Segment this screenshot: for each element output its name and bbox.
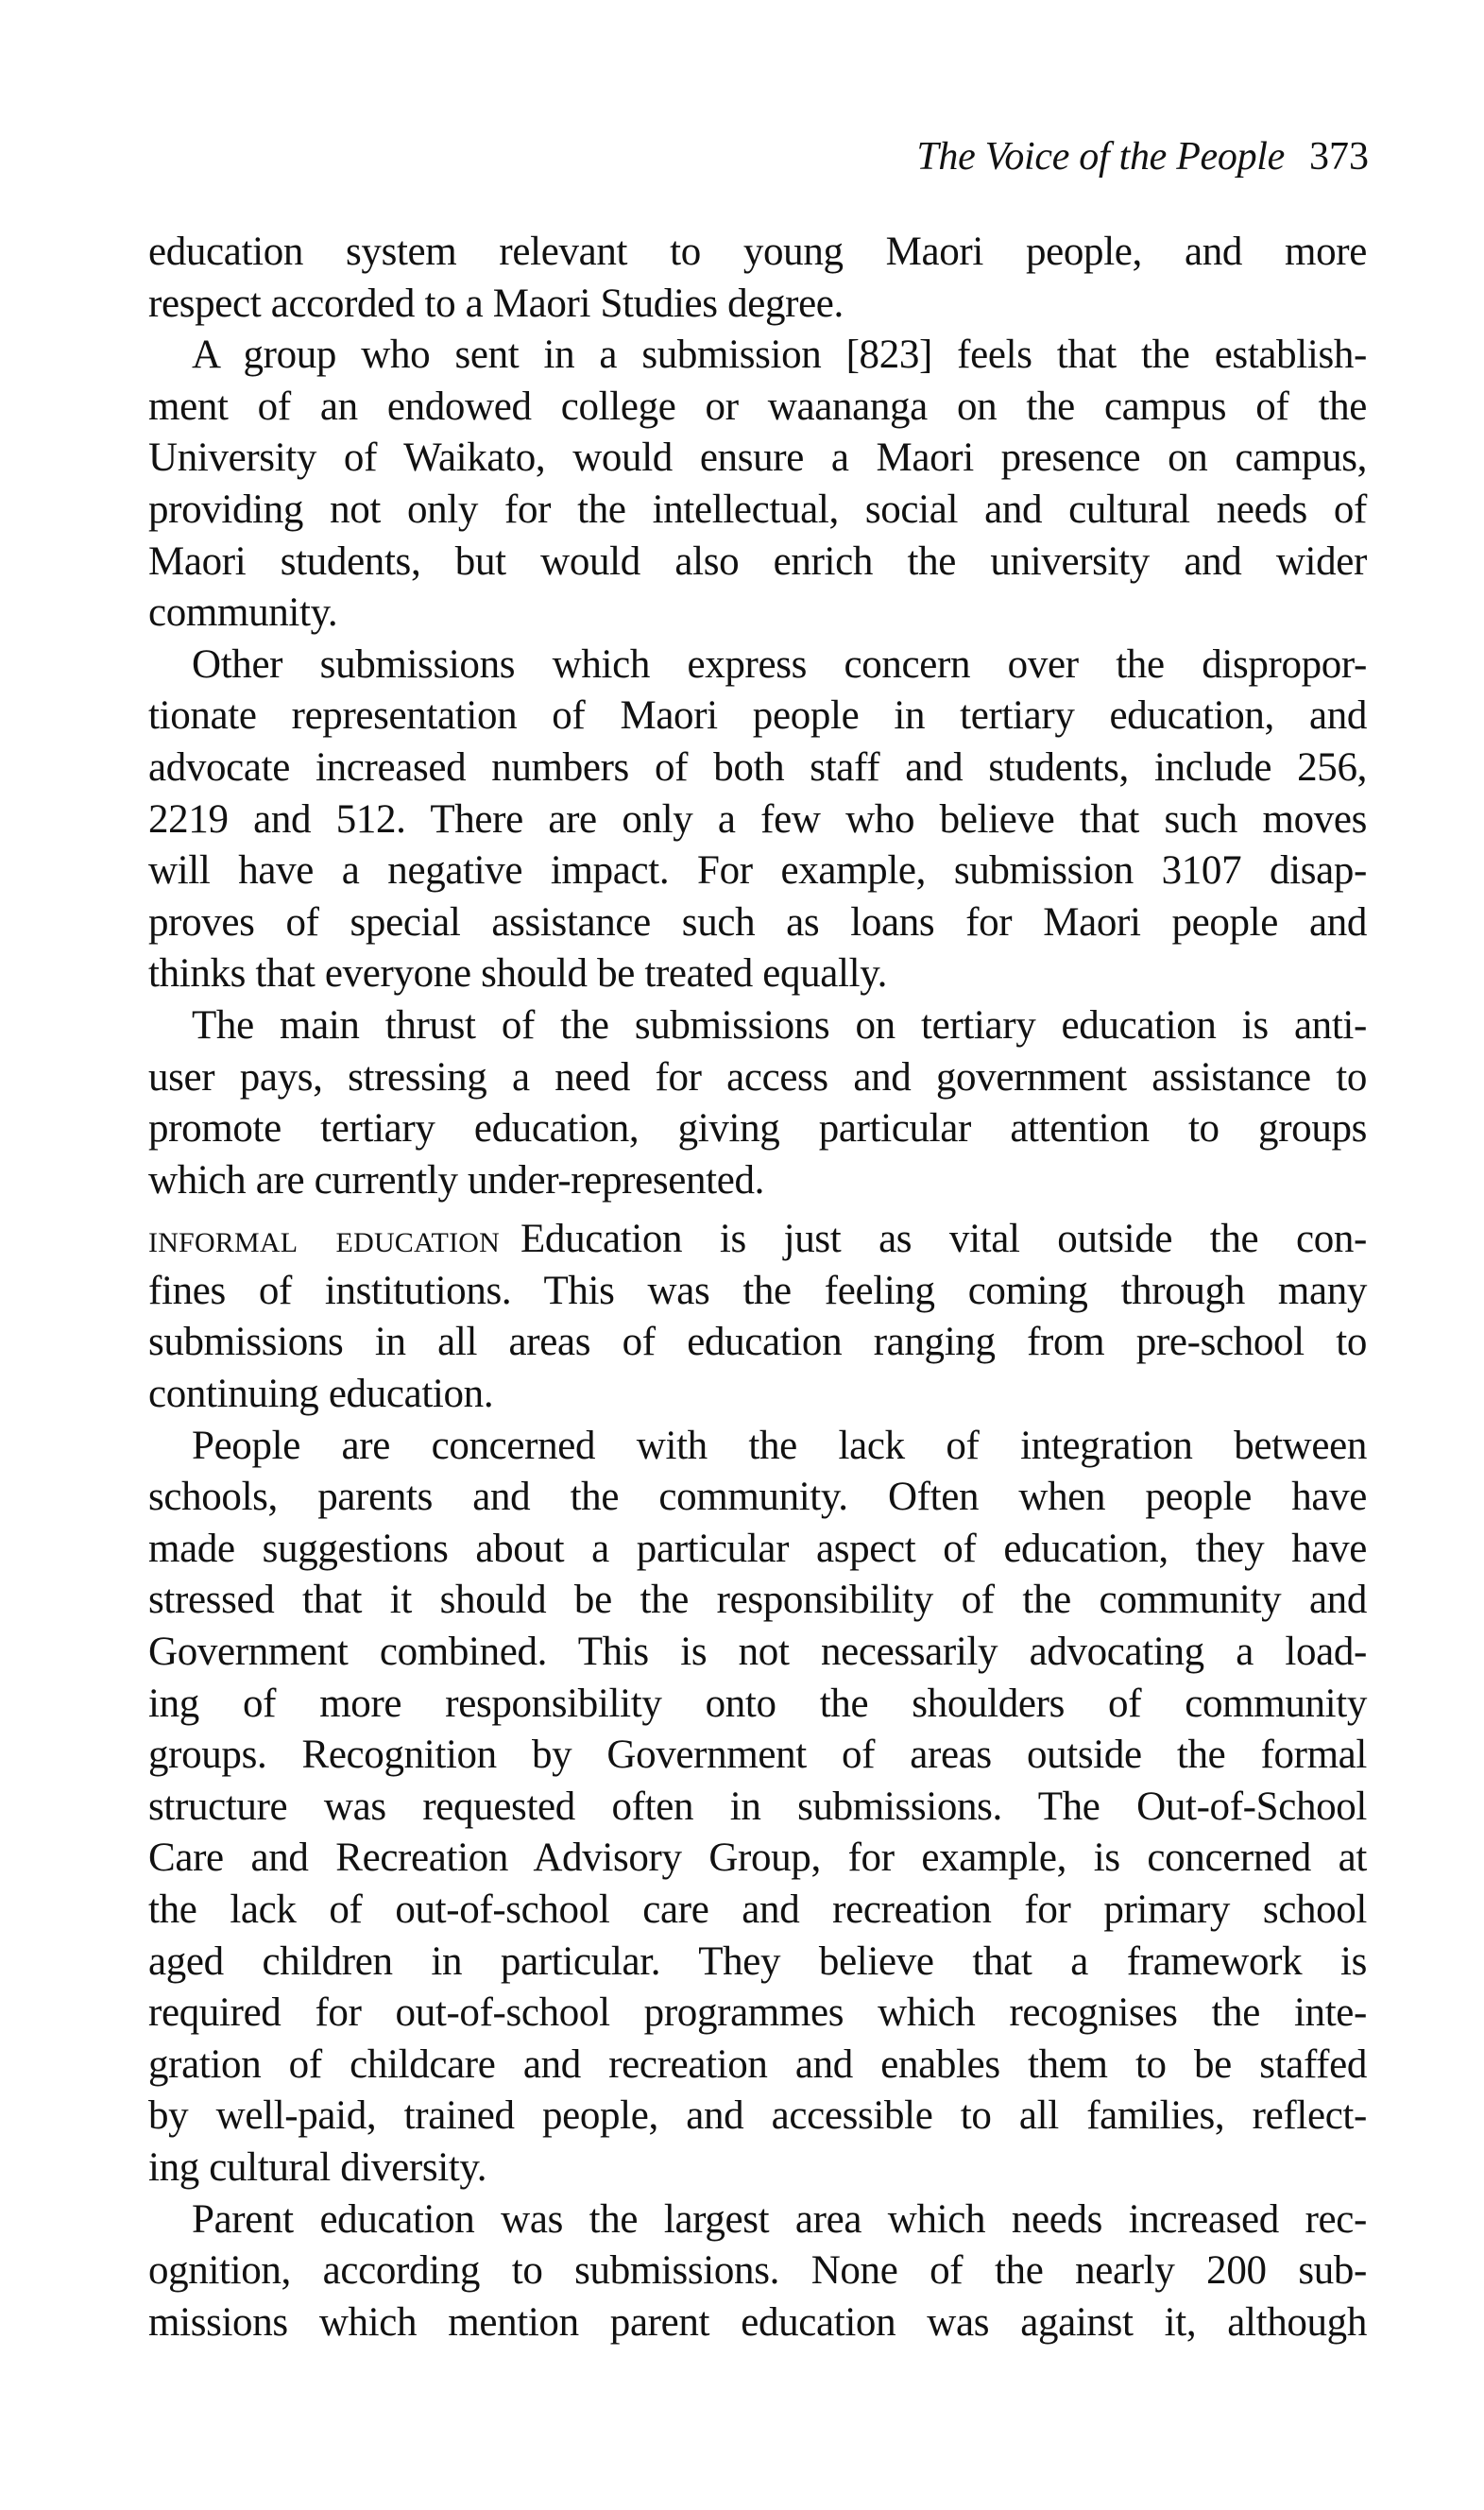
text-line: structure was requested often in submissions. The Out-of-School [148,1784,1367,1829]
text-line: community. [148,590,338,636]
text-line: providing not only for the intellectual, social and cultural needs of [148,487,1367,532]
text-line: promote tertiary education, giving particular attention to groups [148,1106,1367,1152]
text-line: continuing education. [148,1372,494,1417]
text-line: user pays, stressing a need for access and government assistance to [148,1054,1367,1100]
text-line: stressed that it should be the responsibility of the community and [148,1578,1367,1623]
text-line: schools, parents and the community. Often when people have [148,1475,1367,1520]
paragraph [148,227,1367,330]
text-line: People are concerned with the lack of integration between [192,1423,1367,1468]
paragraph [148,2194,1367,2349]
text-line: thinks that everyone should be treated equally. [148,951,887,997]
text-line: by well-paid, trained people, and accessible to all families, reflect- [148,2093,1367,2139]
paragraph [148,1000,1367,1206]
text-line: ognition, according to submissions. None of the nearly 200 sub- [148,2248,1367,2294]
text-line: ment of an endowed college or waananga on the campus of the [148,384,1367,429]
text-line: A group who sent in a submission [823] feels that the establish- [192,333,1367,378]
text-line: Government combined. This is not necessarily advocating a load- [148,1630,1367,1675]
running-head-title: The Voice of the People [916,135,1285,179]
text-line: the lack of out-of-school care and recreation for primary school [148,1887,1367,1932]
text-line: tionate representation of Maori people in tertiary education, and [148,693,1367,739]
text-line: 2219 and 512. There are only a few who believe that such moves [148,796,1367,842]
text-line: University of Waikato, would ensure a Maori presence on campus, [148,435,1367,481]
paragraph-informal-education [148,1214,1367,1420]
running-head [850,132,1369,181]
body-text [148,227,1367,2348]
text-line: education system relevant to young Maori people, and more [148,230,1367,274]
text-line-remainder: Education is just as vital outside the con- [520,1217,1368,1262]
text-line: The main thrust of the submissions on tertiary education is anti- [192,1002,1367,1048]
text-line: ing of more responsibility onto the shoulders of community [148,1681,1367,1726]
text-line: gration of childcare and recreation and enables them to be staffed [148,2041,1367,2087]
text-line: Care and Recreation Advisory Group, for example, is concerned at [148,1836,1367,1881]
text-line: Maori students, but would also enrich the university and wider [148,538,1367,584]
text-line: fines of institutions. This was the feeling coming through many [148,1268,1367,1313]
text-line: made suggestions about a particular aspect of education, they have [148,1526,1367,1571]
text-line: Other submissions which express concern over the dispropor- [192,641,1367,687]
text-line: required for out-of-school programmes which recognises the inte- [148,1990,1367,2036]
text-line: will have a negative impact. For example, submission 3107 disap- [148,848,1367,894]
text-line: Parent education was the largest area which needs increased rec- [192,2196,1367,2242]
paragraph [148,640,1367,1000]
text-line [148,1214,1367,1266]
text-line: respect accorded to a Maori Studies degree. [148,281,844,326]
paragraph [148,1421,1367,2194]
text-line: submissions in all areas of education ranging from pre-school to [148,1320,1367,1365]
text-line: missions which mention parent education was against it, although [148,2299,1367,2345]
text-line: which are currently under-represented. [148,1157,765,1203]
text-line: groups. Recognition by Government of areas outside the formal [148,1733,1367,1778]
text-line: aged children in particular. They believe that a framework is [148,1938,1367,1984]
page-number: 373 [1309,135,1369,179]
paragraph [148,330,1367,640]
text-line: ing cultural diversity. [148,2144,487,2190]
section-heading: informal education [148,1217,501,1262]
text-line: advocate increased numbers of both staff and students, include 256, [148,744,1367,790]
text-line: proves of special assistance such as loans for Maori people and [148,899,1367,945]
